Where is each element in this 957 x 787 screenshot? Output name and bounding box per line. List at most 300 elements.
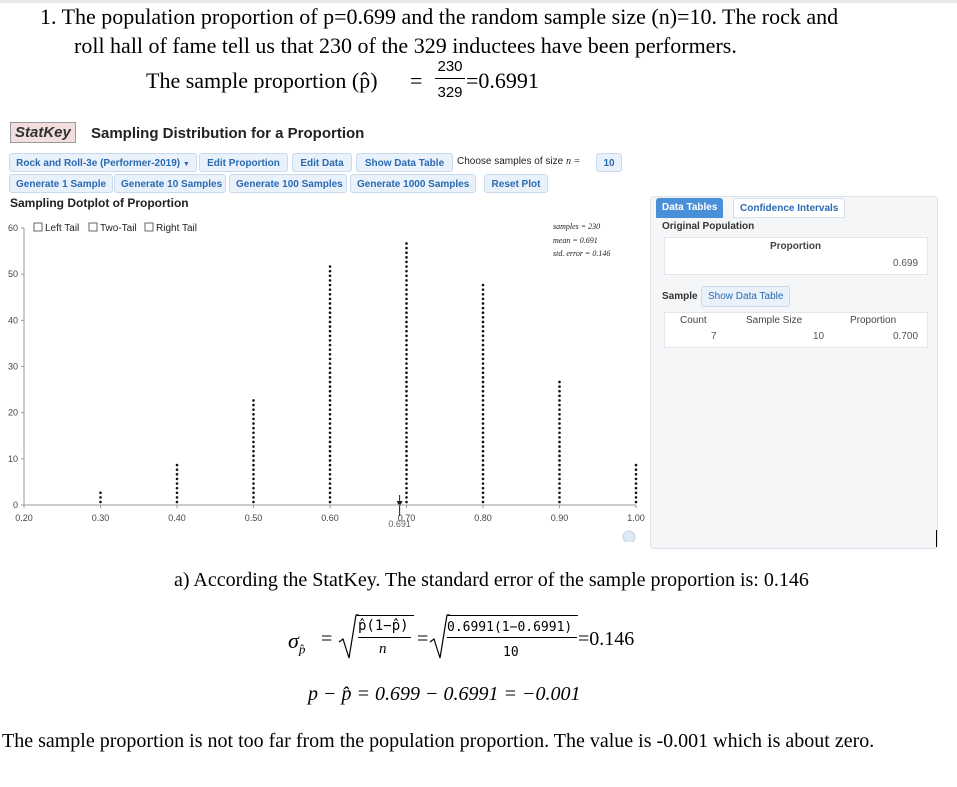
dot-point xyxy=(482,468,485,471)
dot-point xyxy=(405,279,408,282)
dot-point xyxy=(482,436,485,439)
x-tick-label: 0.50 xyxy=(244,513,263,523)
dot-point xyxy=(482,395,485,398)
dot-point xyxy=(558,445,561,448)
dot-point xyxy=(329,473,332,476)
dot-point xyxy=(329,307,332,310)
dot-point xyxy=(482,404,485,407)
dot-point xyxy=(252,464,255,467)
dot-point xyxy=(405,404,408,407)
dot-point xyxy=(482,413,485,416)
text-cursor xyxy=(936,530,937,547)
right-tail-label: Right Tail xyxy=(156,223,197,234)
x-tick-label: 0.70 xyxy=(397,513,416,523)
statkey-title: Sampling Distribution for a Proportion xyxy=(91,125,365,142)
generate-100-button[interactable]: Generate 100 Samples xyxy=(229,174,347,193)
dot-point xyxy=(405,288,408,291)
dot-point xyxy=(329,270,332,273)
sampling-dotplot xyxy=(0,212,650,542)
dot-point xyxy=(252,436,255,439)
sample-size-input[interactable]: 10 xyxy=(596,153,622,172)
dot-point xyxy=(329,445,332,448)
dot-point xyxy=(252,399,255,402)
dot-point xyxy=(252,413,255,416)
dot-point xyxy=(405,487,408,490)
tab-confidence-intervals[interactable]: Confidence Intervals xyxy=(733,198,845,218)
part-a-answer: a) According the StatKey. The standard error of the sample proportion is: 0.146 xyxy=(174,569,809,591)
dot-point xyxy=(558,422,561,425)
dot-point xyxy=(405,385,408,388)
dot-point xyxy=(252,427,255,430)
dot-point xyxy=(329,395,332,398)
dot-point xyxy=(252,408,255,411)
dot-point xyxy=(482,390,485,393)
dot-point xyxy=(405,325,408,328)
dot-point xyxy=(482,381,485,384)
dot-point xyxy=(558,431,561,434)
dot-point xyxy=(558,427,561,430)
dot-point xyxy=(329,496,332,499)
x-tick-label: 0.60 xyxy=(321,513,339,523)
dot-point xyxy=(635,468,638,471)
dot-point xyxy=(252,478,255,481)
dot-point xyxy=(558,408,561,411)
dot-point xyxy=(176,487,179,490)
dot-point xyxy=(482,385,485,388)
dot-point xyxy=(635,487,638,490)
dot-point xyxy=(558,491,561,494)
x-tick-label: 0.30 xyxy=(91,513,110,523)
dot-point xyxy=(329,399,332,402)
mean-marker-arrow xyxy=(397,501,403,507)
x-tick-label: 1.00 xyxy=(627,513,645,523)
dot-point xyxy=(99,496,102,499)
dot-point xyxy=(252,473,255,476)
dot-point xyxy=(405,501,408,504)
dot-point xyxy=(252,491,255,494)
dot-point xyxy=(482,455,485,458)
dot-point xyxy=(635,491,638,494)
dot-point xyxy=(558,468,561,471)
dot-point xyxy=(405,381,408,384)
y-tick-label: 30 xyxy=(7,361,18,372)
dot-point xyxy=(405,348,408,351)
question-line-1: 1. The population proportion of p=0.699 and the random sample size (n)=10. The rock and xyxy=(40,4,839,29)
dotplot-title: Sampling Dotplot of Proportion xyxy=(10,196,189,210)
dot-point xyxy=(482,335,485,338)
dot-point xyxy=(482,339,485,342)
dot-point xyxy=(405,270,408,273)
dot-point xyxy=(558,487,561,490)
dot-point xyxy=(558,381,561,384)
dot-point xyxy=(558,459,561,462)
dot-point xyxy=(405,362,408,365)
two-tail-label: Two-Tail xyxy=(100,223,137,234)
dot-point xyxy=(405,256,408,259)
dot-point xyxy=(252,487,255,490)
dot-point xyxy=(558,496,561,499)
sigma-symbol: $\sigma_{p̂}$ xyxy=(288,628,306,657)
show-data-table-button[interactable]: Show Data Table xyxy=(356,153,453,172)
statkey-logo[interactable]: StatKey xyxy=(10,122,76,143)
dot-point xyxy=(635,478,638,481)
dot-point xyxy=(329,413,332,416)
dot-point xyxy=(405,358,408,361)
dot-point xyxy=(176,496,179,499)
dot-point xyxy=(482,427,485,430)
dot-point xyxy=(558,418,561,421)
dot-point xyxy=(252,455,255,458)
dataset-dropdown-label: Rock and Roll-3e (Performer-2019) xyxy=(16,158,181,169)
dot-point xyxy=(405,408,408,411)
tab-data-tables[interactable]: Data Tables xyxy=(656,198,723,218)
y-tick-label: 20 xyxy=(7,407,18,418)
dot-point xyxy=(635,464,638,467)
x-tick-label: 0.90 xyxy=(550,513,569,523)
dot-point xyxy=(482,487,485,490)
dot-point xyxy=(482,445,485,448)
dot-point xyxy=(405,261,408,264)
dot-point xyxy=(482,367,485,370)
dot-point xyxy=(176,478,179,481)
x-tick-label: 0.80 xyxy=(474,513,492,523)
dot-point xyxy=(329,404,332,407)
dot-point xyxy=(405,339,408,342)
dot-point xyxy=(252,450,255,453)
dot-point xyxy=(558,441,561,444)
dot-point xyxy=(482,496,485,499)
two-tail-checkbox[interactable] xyxy=(89,223,97,231)
dot-point xyxy=(329,468,332,471)
dot-point xyxy=(405,298,408,301)
dot-point xyxy=(329,408,332,411)
dot-point xyxy=(405,436,408,439)
dot-point xyxy=(405,274,408,277)
dot-point xyxy=(405,450,408,453)
x-tick-label: 0.40 xyxy=(168,513,186,523)
left-tail-label: Left Tail xyxy=(45,223,80,234)
dot-point xyxy=(329,367,332,370)
dot-point xyxy=(405,455,408,458)
dot-point xyxy=(329,284,332,287)
dot-point xyxy=(405,395,408,398)
formula-fraction-bar xyxy=(358,637,411,638)
dot-point xyxy=(329,344,332,347)
dot-point xyxy=(405,284,408,287)
dot-point xyxy=(405,251,408,254)
dot-point xyxy=(558,436,561,439)
generate-1000-button[interactable]: Generate 1000 Samples xyxy=(350,174,476,193)
population-proportion-value: 0.699 xyxy=(893,258,919,269)
generate-10-button[interactable]: Generate 10 Samples xyxy=(114,174,226,193)
mean-marker-label: 0.691 xyxy=(388,519,411,529)
dot-point xyxy=(405,335,408,338)
dot-point xyxy=(176,464,179,467)
dot-point xyxy=(405,321,408,324)
dot-point xyxy=(558,501,561,504)
dot-point xyxy=(558,390,561,393)
generate-1-button[interactable]: Generate 1 Sample xyxy=(9,174,113,193)
dot-point xyxy=(329,381,332,384)
y-tick-label: 60 xyxy=(7,223,18,233)
dot-point xyxy=(558,413,561,416)
right-tail-checkbox[interactable] xyxy=(145,223,153,231)
dot-point xyxy=(558,464,561,467)
dot-point xyxy=(405,390,408,393)
choose-samples-label: Choose samples of size n = xyxy=(457,156,581,167)
dot-point xyxy=(252,459,255,462)
dot-point xyxy=(176,501,179,504)
dot-point xyxy=(329,353,332,356)
dot-point xyxy=(252,422,255,425)
dot-point xyxy=(252,482,255,485)
radical-sign-1 xyxy=(337,612,359,662)
standard-error-result: =0.146 xyxy=(578,628,635,650)
dot-point xyxy=(252,431,255,434)
dot-point xyxy=(405,413,408,416)
sample-proportion-value: 0.700 xyxy=(893,331,919,342)
dot-point xyxy=(329,371,332,374)
dot-point xyxy=(482,344,485,347)
dot-point xyxy=(329,316,332,319)
dot-point xyxy=(176,491,179,494)
dot-point xyxy=(329,436,332,439)
dot-point xyxy=(329,358,332,361)
numeric-fraction-bar xyxy=(447,637,577,638)
dot-point xyxy=(405,316,408,319)
dot-point xyxy=(482,288,485,291)
dot-point xyxy=(329,339,332,342)
y-tick-label: 50 xyxy=(7,269,18,280)
dot-point xyxy=(482,399,485,402)
dot-point xyxy=(329,302,332,305)
dot-point xyxy=(405,307,408,310)
dot-point xyxy=(405,445,408,448)
dot-point xyxy=(558,399,561,402)
left-tail-checkbox[interactable] xyxy=(34,223,42,231)
fraction-denominator: 329 xyxy=(437,84,463,101)
edit-proportion-button[interactable]: Edit Proportion xyxy=(199,153,288,172)
formula-numerator: p̂(1−p̂) xyxy=(358,618,409,634)
dot-point xyxy=(482,307,485,310)
dot-point xyxy=(329,441,332,444)
sigma-equals: = xyxy=(321,628,333,650)
dot-point xyxy=(405,459,408,462)
dot-point xyxy=(405,491,408,494)
dot-point xyxy=(176,473,179,476)
difference-equation: p − p̂ = 0.699 − 0.6991 = −0.001 xyxy=(308,683,581,705)
dot-point xyxy=(482,316,485,319)
dataset-dropdown[interactable] xyxy=(9,153,197,172)
dot-point xyxy=(329,279,332,282)
dot-point xyxy=(329,431,332,434)
caret-down-icon: ▼ xyxy=(182,161,190,168)
dot-point xyxy=(329,418,332,421)
dot-point xyxy=(482,459,485,462)
dot-point xyxy=(482,473,485,476)
stat-samples: samples = 230 xyxy=(553,222,601,231)
dot-point xyxy=(482,491,485,494)
dot-point xyxy=(329,487,332,490)
dot-point xyxy=(482,450,485,453)
dot-point xyxy=(329,325,332,328)
dot-point xyxy=(405,330,408,333)
dot-point xyxy=(329,491,332,494)
dot-point xyxy=(329,376,332,379)
dot-point xyxy=(329,385,332,388)
count-value: 7 xyxy=(711,331,717,342)
dot-point xyxy=(405,422,408,425)
dot-point xyxy=(405,265,408,268)
dot-point xyxy=(405,418,408,421)
dot-point xyxy=(329,311,332,314)
dot-point xyxy=(482,501,485,504)
dot-point xyxy=(558,404,561,407)
dot-point xyxy=(329,274,332,277)
dot-point xyxy=(405,344,408,347)
dot-point xyxy=(405,427,408,430)
dot-point xyxy=(252,445,255,448)
dot-point xyxy=(558,395,561,398)
dot-point xyxy=(482,482,485,485)
dot-point xyxy=(329,427,332,430)
dot-point xyxy=(558,385,561,388)
population-proportion-header: Proportion xyxy=(770,241,822,252)
dot-point xyxy=(405,302,408,305)
formula-equals: = xyxy=(417,628,429,650)
dot-point xyxy=(482,431,485,434)
dot-point xyxy=(329,390,332,393)
fraction-numerator: 230 xyxy=(437,58,463,75)
dot-point xyxy=(482,371,485,374)
dot-point xyxy=(329,459,332,462)
dot-point xyxy=(405,468,408,471)
dot-point xyxy=(482,478,485,481)
dot-point xyxy=(405,353,408,356)
dot-point xyxy=(635,496,638,499)
y-tick-label: 0 xyxy=(12,500,18,510)
dot-point xyxy=(482,358,485,361)
dot-point xyxy=(482,330,485,333)
dot-point xyxy=(252,501,255,504)
stat-mean: mean = 0.691 xyxy=(553,236,598,245)
dot-point xyxy=(329,321,332,324)
radical-bar-1 xyxy=(357,615,414,616)
dot-point xyxy=(329,482,332,485)
dot-point xyxy=(405,464,408,467)
x-tick-label: 0.20 xyxy=(15,513,33,523)
expand-toggle[interactable] xyxy=(623,531,635,542)
dot-point xyxy=(482,464,485,467)
dot-point xyxy=(635,482,638,485)
dot-point xyxy=(558,455,561,458)
dot-point xyxy=(482,321,485,324)
dot-point xyxy=(558,450,561,453)
dot-point xyxy=(482,418,485,421)
dot-point xyxy=(329,422,332,425)
dot-point xyxy=(176,482,179,485)
formula-denominator: n xyxy=(379,641,387,657)
sample-show-data-table-button[interactable]: Show Data Table xyxy=(701,286,790,307)
dot-point xyxy=(405,399,408,402)
dot-point xyxy=(405,482,408,485)
sample-label: Sample xyxy=(662,291,698,302)
dot-point xyxy=(482,348,485,351)
original-population-label: Original Population xyxy=(662,221,755,232)
dot-point xyxy=(252,404,255,407)
dot-point xyxy=(99,491,102,494)
dot-point xyxy=(176,468,179,471)
dot-point xyxy=(482,302,485,305)
dot-point xyxy=(482,408,485,411)
dot-point xyxy=(482,353,485,356)
numeric-denominator: 10 xyxy=(503,645,519,660)
dot-point xyxy=(329,330,332,333)
dot-point xyxy=(329,478,332,481)
dot-point xyxy=(329,362,332,365)
dot-point xyxy=(405,441,408,444)
numeric-numerator: 0.6991(1−0.6991) xyxy=(447,620,573,635)
dot-point xyxy=(482,441,485,444)
dot-point xyxy=(252,418,255,421)
dot-point xyxy=(405,311,408,314)
conclusion-text: The sample proportion is not too far from the population proportion. The value is -0.001 which is about zero. xyxy=(2,730,875,752)
dot-point xyxy=(405,473,408,476)
dot-point xyxy=(635,473,638,476)
dot-point xyxy=(329,335,332,338)
sample-size-value: 10 xyxy=(813,331,825,342)
dot-point xyxy=(405,371,408,374)
dot-point xyxy=(405,247,408,250)
radical-bar-2 xyxy=(448,615,578,616)
reset-plot-button[interactable]: Reset Plot xyxy=(484,174,548,193)
dot-point xyxy=(329,265,332,268)
dot-point xyxy=(405,431,408,434)
dot-point xyxy=(482,293,485,296)
dot-point xyxy=(405,242,408,245)
fraction-result: =0.6991 xyxy=(466,68,539,93)
dot-point xyxy=(405,496,408,499)
dot-point xyxy=(329,450,332,453)
dot-point xyxy=(329,501,332,504)
y-tick-label: 10 xyxy=(7,453,18,464)
sample-proportion-header: Proportion xyxy=(850,315,897,326)
dot-point xyxy=(482,284,485,287)
dot-point xyxy=(252,496,255,499)
edit-data-button[interactable]: Edit Data xyxy=(292,153,352,172)
dot-point xyxy=(482,376,485,379)
dot-point xyxy=(329,464,332,467)
dot-point xyxy=(482,422,485,425)
dot-point xyxy=(558,473,561,476)
dot-point xyxy=(329,298,332,301)
dot-point xyxy=(482,298,485,301)
dot-point xyxy=(405,293,408,296)
sample-size-header: Sample Size xyxy=(746,315,803,326)
dot-point xyxy=(99,501,102,504)
dot-point xyxy=(405,376,408,379)
dot-point xyxy=(329,288,332,291)
dot-point xyxy=(252,441,255,444)
dot-point xyxy=(329,348,332,351)
question-line-2: roll hall of fame tell us that 230 of the 329 inductees have been performers. xyxy=(74,33,737,58)
dot-point xyxy=(558,482,561,485)
dot-point xyxy=(405,478,408,481)
dot-point xyxy=(405,367,408,370)
sample-proportion-label: The sample proportion (p̂) xyxy=(146,68,378,93)
sample-proportion-equals: = xyxy=(410,68,423,93)
dot-point xyxy=(482,311,485,314)
